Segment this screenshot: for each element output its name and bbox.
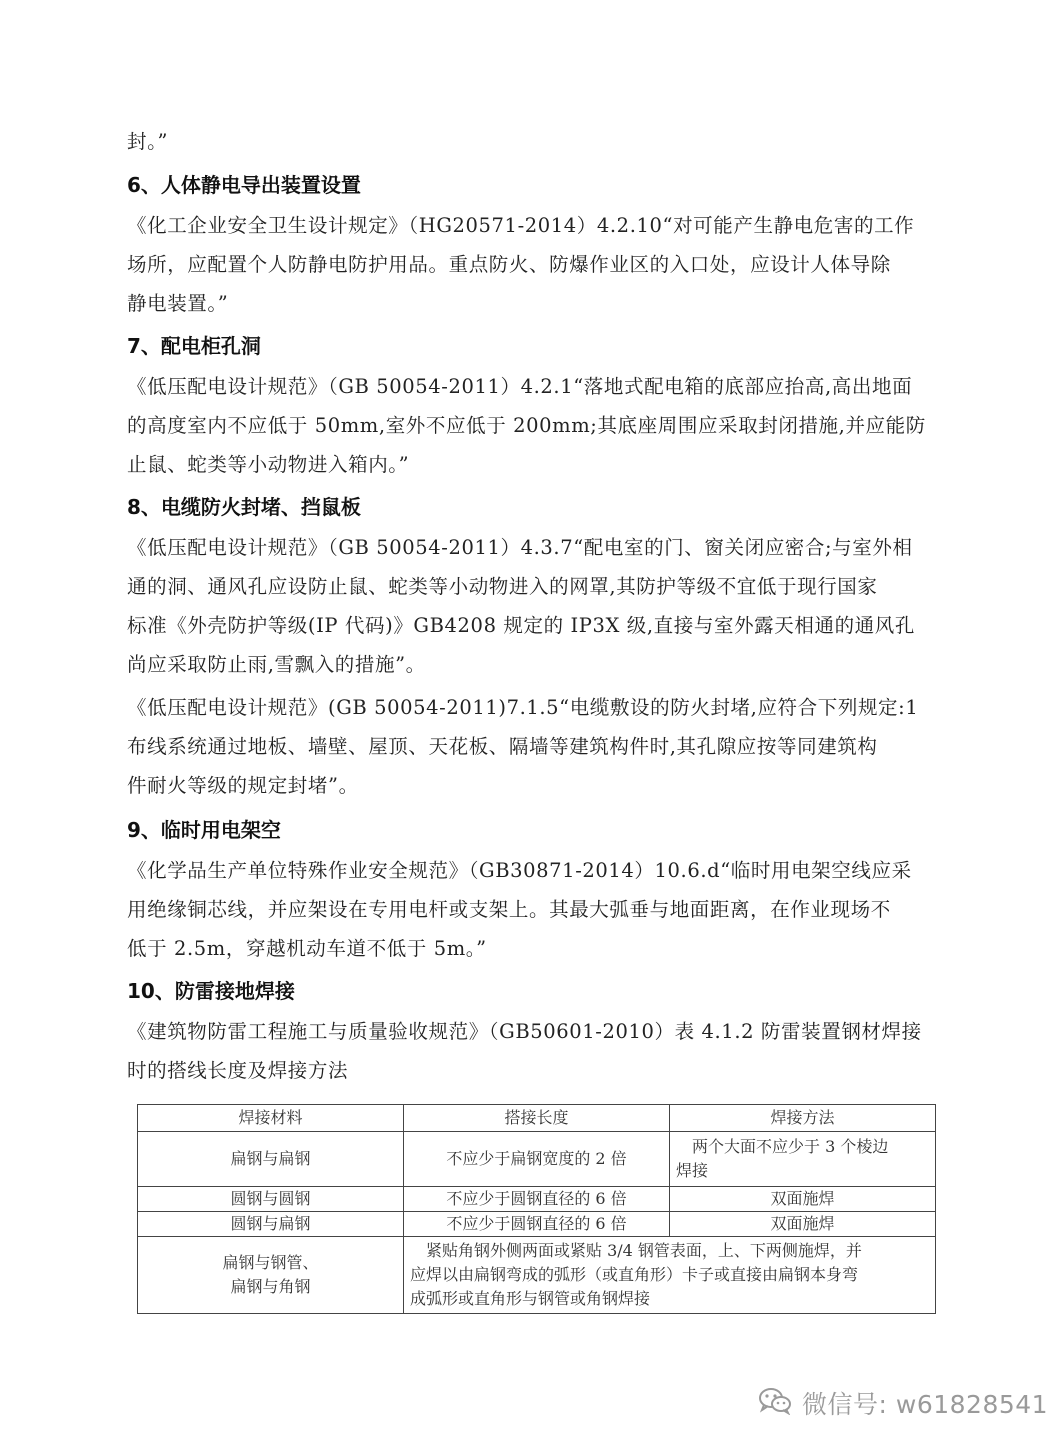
table-cell: 双面施焊 [670,1212,936,1237]
watermark-text: 微信号: w61828541 [802,1390,1049,1419]
heading-10: 10、防雷接地焊接 [127,979,295,1003]
paragraph-line: 《低压配电设计规范》（GB 50054-2011）4.3.7“配电室的门、窗关闭应密合;与室外相 [127,536,913,559]
table-header-cell: 焊接材料 [138,1105,404,1132]
paragraph-line: 布线系统通过地板、墙壁、屋顶、天花板、隔墙等建筑构件时,其孔隙应按等同建筑构 [127,735,878,758]
paragraph-line: 《化工企业安全卫生设计规定》（HG20571-2014）4.2.10“对可能产生静电危害的工作 [127,214,915,237]
paragraph-line: 场所，应配置个人防静电防护用品。重点防火、防爆作业区的入口处，应设计人体导除 [127,253,891,276]
heading-9: 9、临时用电架空 [127,818,281,842]
paragraph-line: 标准《外壳防护等级(IP 代码)》GB4208 规定的 IP3X 级,直接与室外露天相通的通风孔 [127,614,915,637]
heading-6: 6、人体静电导出装置设置 [127,173,361,197]
table-cell: 双面施焊 [670,1187,936,1212]
table-row [138,1187,936,1212]
heading-7: 7、配电柜孔洞 [127,334,261,358]
table-cell-merged: 紧贴角钢外侧两面或紧贴 3/4 钢管表面，上、下两侧施焊，并 应焊以由扁钢弯成的弧形（或直角形）卡子或直接由扁钢本身弯 成弧形或直角形与钢管或角钢焊接 [404,1237,936,1314]
paragraph-line: 《低压配电设计规范》(GB 50054-2011)7.1.5“电缆敷设的防火封堵,应符合下列规定:1 [127,696,919,719]
paragraph-line: 时的搭线长度及焊接方法 [127,1059,349,1082]
table-cell: 扁钢与扁钢 [138,1132,404,1187]
table-row [138,1132,936,1187]
table-header-cell: 搭接长度 [404,1105,670,1132]
table-row [138,1237,936,1314]
table-cell: 两个大面不应少于 3 个棱边 焊接 [670,1132,936,1187]
paragraph-line: 尚应采取防止雨,雪飘入的措施”。 [127,653,426,676]
table-header-row [138,1105,936,1132]
table-cell: 不应少于扁钢宽度的 2 倍 [404,1132,670,1187]
paragraph-line: 《化学品生产单位特殊作业安全规范》（GB30871-2014）10.6.d“临时用电架空线应采 [127,859,912,882]
table-cell: 不应少于圆钢直径的 6 倍 [404,1187,670,1212]
paragraph-line: 《低压配电设计规范》（GB 50054-2011）4.2.1“落地式配电箱的底部应抬高,高出地面 [127,375,913,398]
paragraph-line: 用绝缘铜芯线，并应架设在专用电杆或支架上。其最大弧垂与地面距离，在作业现场不 [127,898,891,921]
paragraph-line: 《建筑物防雷工程施工与质量验收规范》（GB50601-2010）表 4.1.2 防雷装置钢材焊接 [127,1020,922,1043]
wechat-watermark [758,1383,1048,1423]
table-cell: 扁钢与钢管、 扁钢与角钢 [138,1237,404,1314]
table-cell: 圆钢与扁钢 [138,1212,404,1237]
table-cell: 不应少于圆钢直径的 6 倍 [404,1212,670,1237]
paragraph-line: 封。” [127,130,169,153]
welding-table [137,1104,936,1314]
paragraph-line: 通的洞、通风孔应设防止鼠、蛇类等小动物进入的网罩,其防护等级不宜低于现行国家 [127,575,878,598]
paragraph-line: 件耐火等级的规定封堵”。 [127,774,359,797]
paragraph-line: 静电装置。” [127,292,229,315]
paragraph-line: 的高度室内不应低于 50mm,室外不应低于 200mm;其底座周围应采取封闭措施,并应能防 [127,414,926,437]
wechat-icon [758,1387,792,1419]
heading-8: 8、电缆防火封堵、挡鼠板 [127,495,361,519]
paragraph-line: 止鼠、蛇类等小动物进入箱内。” [127,453,410,476]
table-cell: 圆钢与圆钢 [138,1187,404,1212]
table-header-cell: 焊接方法 [670,1105,936,1132]
paragraph-line: 低于 2.5m，穿越机动车道不低于 5m。” [127,937,487,960]
table-row [138,1212,936,1237]
